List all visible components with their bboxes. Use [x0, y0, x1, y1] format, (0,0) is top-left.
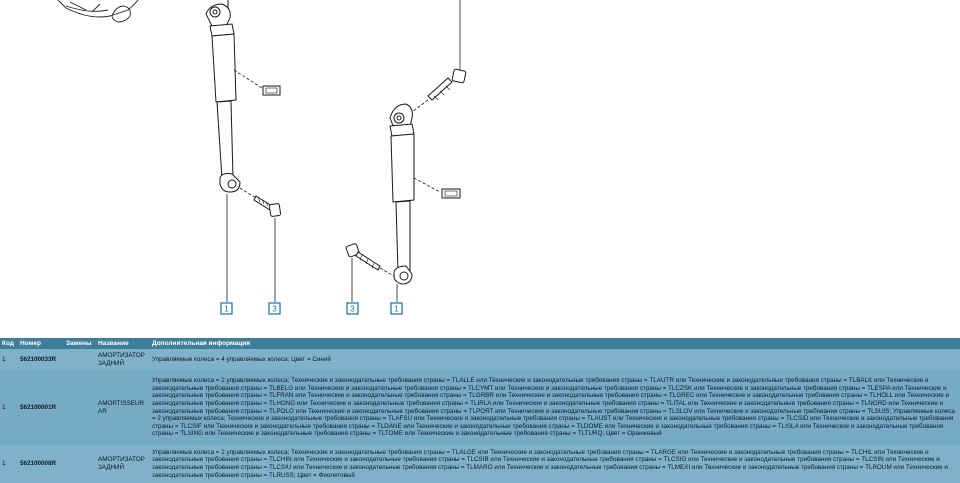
cell-part-number[interactable]: 562100001R: [20, 403, 57, 411]
right-shock-absorber[interactable]: [390, 104, 414, 284]
callout-left-bolt[interactable]: [269, 303, 280, 314]
table-header-row: [0, 338, 960, 349]
cell-part-number[interactable]: 562100033R: [20, 355, 57, 363]
cell-code: 1: [2, 355, 6, 363]
column-header-info[interactable]: Дополнительная информация: [150, 338, 960, 349]
table-row[interactable]: [0, 370, 960, 445]
callout-right-bolt[interactable]: [347, 303, 358, 314]
cell-code: 1: [2, 460, 6, 468]
left-bolt[interactable]: [254, 196, 281, 217]
svg-text:1: 1: [394, 304, 399, 314]
column-header-code[interactable]: Код: [0, 338, 18, 349]
right-lower-bolt[interactable]: [346, 243, 380, 270]
car-silhouette-icon: [58, 0, 138, 22]
cell-name: AMORTISSEUR AR: [98, 399, 145, 415]
column-header-name[interactable]: Название: [96, 338, 150, 349]
cell-info: Управляемые колеса = 4 управляемых колеса; Цвет = Синий: [152, 355, 331, 363]
cell-name: АМОРТИЗАТОР ЗАДНИЙ: [98, 351, 145, 367]
right-upper-bolt[interactable]: [428, 69, 466, 100]
cell-replacements: [64, 349, 96, 370]
cell-info: Управляемые колеса = 2 управляемых колеса; Технические и законодательные требования страны = TLALGE или Технические и законодательные требования страны = TLARGE или Технические и законодательные требования страны = TLCHIL или Технические и законодательные требования страны = TLCHIN или Технические и законодательные требования страны = TLCSIB или Технические и законодательные требования страны = TLCSIG или Технические и законодательные требования страны = TLCSIN или Технические и законодательные требования страны = TLCSIU или Технические и законодательные требования страны = TLMARO или Технические и законодательные требования страны = TLMEXI или Технические и законодательные требования страны = TLROUM или Технические и законодательные требования страны = TLRUSS; Цвет = Фиолетовый: [152, 448, 948, 479]
svg-text:3: 3: [350, 304, 355, 314]
column-header-number[interactable]: Номер: [18, 338, 64, 349]
table-row[interactable]: [0, 349, 960, 370]
left-shock-absorber[interactable]: [206, 0, 240, 192]
parts-table: [0, 338, 960, 483]
cell-code: 1: [2, 403, 6, 411]
table-row[interactable]: [0, 445, 960, 483]
cell-replacements: [64, 445, 96, 483]
cell-replacements: [64, 370, 96, 445]
column-header-replacements[interactable]: Замены: [64, 338, 96, 349]
callout-left-shock[interactable]: [221, 303, 232, 314]
cell-info: Управляемые колеса = 2 управляемых колеса; Технические и законодательные требования страны = TLALLE или Технические и законодательные требования страны = TLAUTR или Технические и законодательные требования страны = TLBALK или Технические и законодательные требования страны = TLBELG или Технические и законодательные требования страны = TLCYMT или Технические и законодательные требования страны = TLCZSK или Технические и законодательные требования страны = TLESPA или Технические и законодательные требования страны = TLFRAN или Технические и законодательные требования страны = TLGRBR или Технические и законодательные требования страны = TLGREC или Технические и законодательные требования страны = TLHOLL или Технические и законодательные требования страны = TLHONG или Технические и законодательные требования страны = TLIRLA или Технические и законодательные требования страны = TLITAL или Технические и законодательные требования страны = TLNORD или Технические и законодательные требования страны = TLPOLO или Технические и законодательные требования страны = TLPORT или Технические и законодательные требования страны = TLSLOV или Технические и законодательные требования страны = TLSUIS; Управляемые колеса = 2 управляемых колеса; Технические и законодательные требования страны = TLAFSU или Технические и законодательные требования страны = TLAUST или Технические и законодательные требования страны = TLCSID или Технические и законодательные требования страны = TLCSIF или Технические и законодательные требования страны = TLDANE или Технические и законодательные требования страны = TLDOME или Технические и законодательные требования страны = TLISLA или Технические и законодательные требования страны = TLSING или Технические и законодательные требования страны = TLTOME или Технические и законодательные требования страны = TLTURQ; Цвет = Оранжевый: [152, 377, 955, 438]
svg-text:1: 1: [224, 304, 229, 314]
cell-name: АМОРТИЗАТОР ЗАДНИЙ: [98, 456, 145, 471]
svg-text:3: 3: [272, 304, 277, 314]
cell-part-number[interactable]: 562100008R: [20, 460, 57, 468]
callout-right-shock[interactable]: [391, 303, 402, 314]
